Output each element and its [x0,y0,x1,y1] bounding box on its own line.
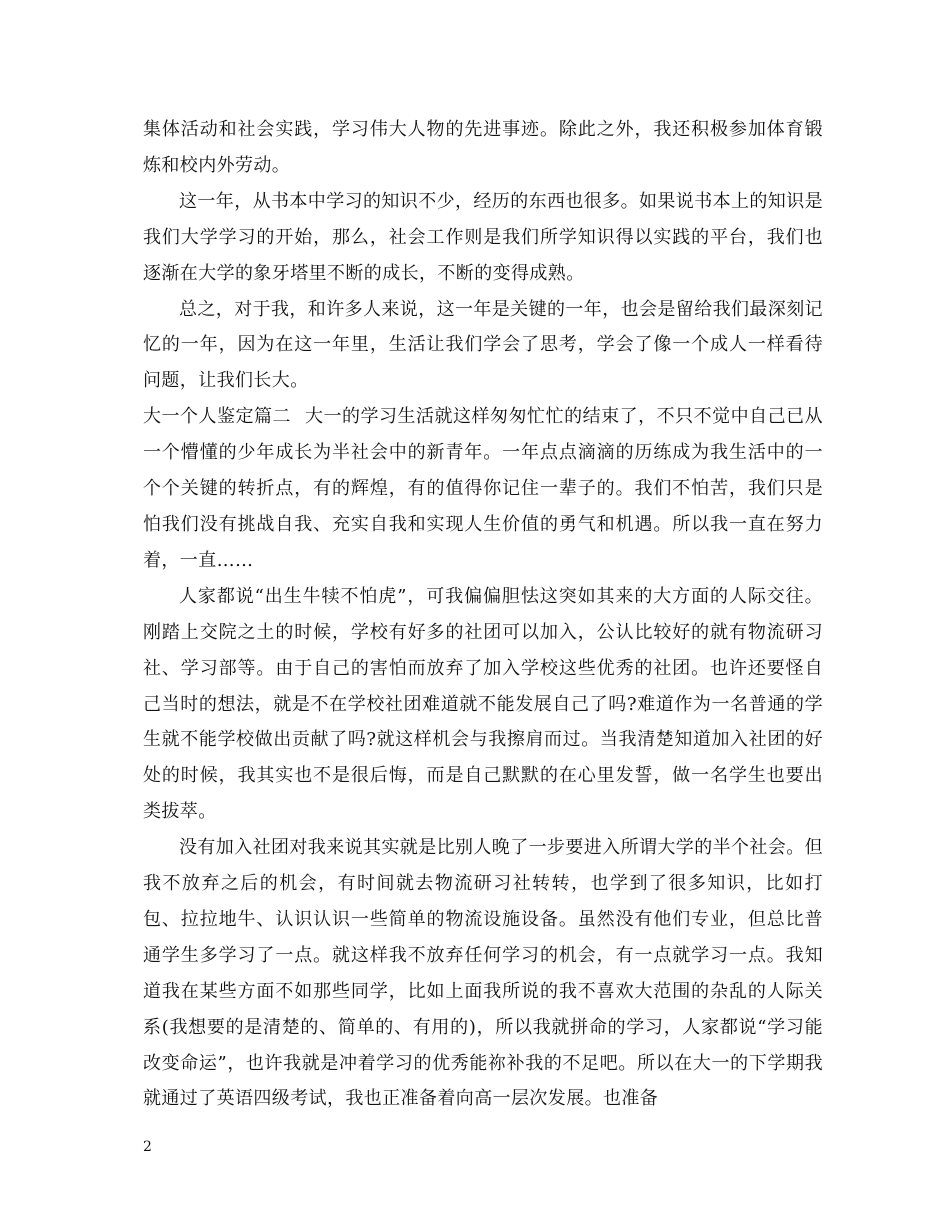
paragraph-3 [143,292,823,400]
section-2-intro-text: 大一的学习生活就这样匆匆忙忙的结束了，不只不觉中自己已从一个懵懂的少年成长为半社会中的新青年。一年点点滴滴的历练成为我生活中的一个个关键的转折点，有的辉煌，有的值得你记住一辈子的。我们不怕苦，我们只是怕我们没有挑战自我、充实自我和实现人生价值的勇气和机遇。所以我一直在努力着，一直…… [143,406,824,571]
section-2-paragraph [143,399,823,579]
section-heading: 大一个人鉴定篇二 [143,406,292,428]
paragraph-5-text: 人家都说“出生牛犊不怕虎”，可我偏偏胆怯这突如其来的大方面的人际交往。刚踏上交院之土的时候，学校有好多的社团可以加入，公认比较好的就有物流研习社、学习部等。由于自己的害怕而放弃了加入学校这些优秀的社团。也许还要怪自己当时的想法，就是不在学校社团难道就不能发展自己了吗?难道作为一名普通的学生就不能学校做出贡献了吗?就这样机会与我擦肩而过。当我清楚知道加入社团的好处的时候，我其实也不是很后悔，而是自己默默的在心里发誓，做一名学生也要出类拔萃。 [143,585,823,823]
document-body [143,112,823,1117]
paragraph-2 [143,184,823,292]
paragraph-5 [143,579,823,830]
paragraph-6-text: 没有加入社团对我来说其实就是比别人晚了一步要进入所谓大学的半个社会。但我不放弃之后的机会，有时间就去物流研习社转转，也学到了很多知识，比如打包、拉拉地牛、认识认识一些简单的物流设施设备。虽然没有他们专业，但总比普通学生多学习了一点。就这样我不放弃任何学习的机会，有一点就学习一点。我知道我在某些方面不如那些同学，比如上面我所说的我不喜欢大范围的杂乱的人际关系(我想要的是清楚的、简单的、有用的)，所以我就拼命的学习，人家都说“学习能改变命运”，也许我就是冲着学习的优秀能祢补我的不足吧。所以在大一的下学期我就通过了英语四级考试，我也正准备着向高一层次发展。也准备 [143,837,823,1110]
paragraph-3-text: 总之，对于我，和许多人来说，这一年是关键的一年，也会是留给我们最深刻记忆的一年，因为在这一年里，生活让我们学会了思考，学会了像一个成人一样看待问题，让我们长大。 [143,298,823,392]
paragraph-1 [143,112,823,184]
paragraph-6 [143,830,823,1117]
paragraph-1-text: 集体活动和社会实践，学习伟大人物的先进事迹。除此之外，我还积极参加体育锻炼和校内外劳动。 [143,119,823,176]
paragraph-2-text: 这一年，从书本中学习的知识不少，经历的东西也很多。如果说书本上的知识是我们大学学习的开始，那么，社会工作则是我们所学知识得以实践的平台，我们也逐渐在大学的象牙塔里不断的成长，不断的变得成熟。 [143,190,823,284]
page-number: 2 [143,1139,152,1155]
